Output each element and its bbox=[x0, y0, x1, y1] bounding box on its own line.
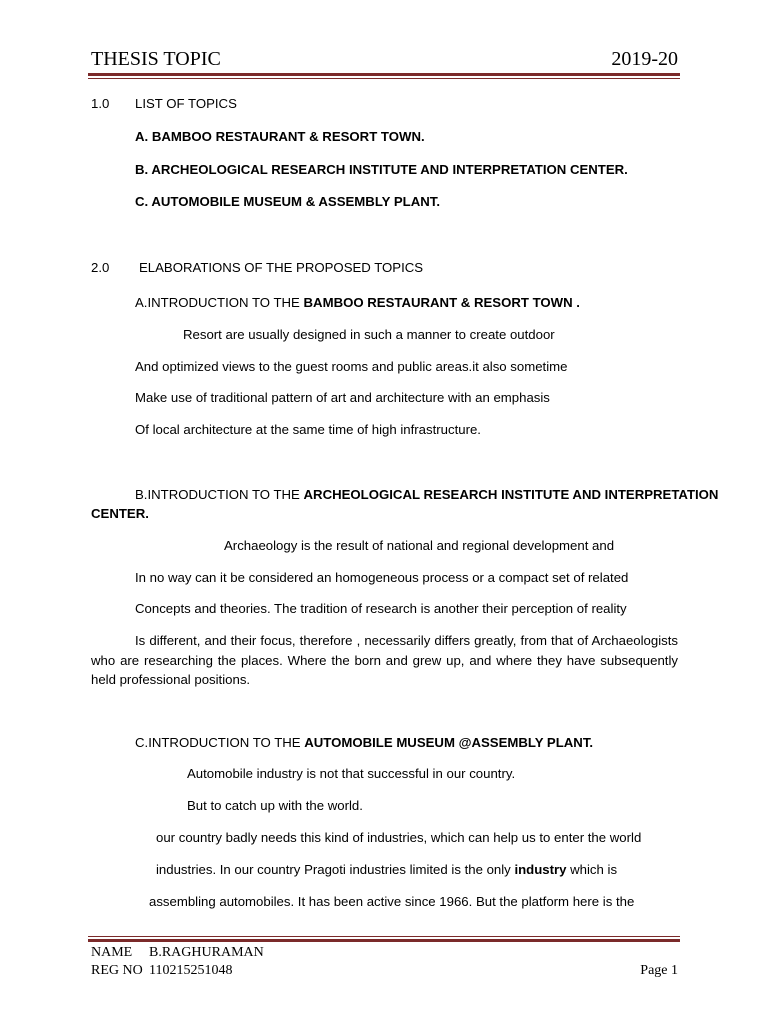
header-rule-thin bbox=[88, 78, 680, 79]
page-number: Page 1 bbox=[640, 963, 678, 978]
header-rule-thick bbox=[88, 73, 680, 76]
footer-name-label: NAME bbox=[91, 945, 133, 960]
line-text: which is bbox=[566, 862, 618, 877]
body-line: assembling automobiles. It has been active since 1966. But the platform here is the bbox=[149, 894, 635, 909]
footer-rule-thin bbox=[88, 936, 680, 937]
body-line: Make use of traditional pattern of art and architecture with an emphasis bbox=[135, 390, 550, 405]
intro-subject: AUTOMOBILE MUSEUM @ASSEMBLY PLANT. bbox=[304, 735, 594, 750]
section-title: ELABORATIONS OF THE PROPOSED TOPICS bbox=[139, 260, 424, 275]
topic-item: B. ARCHEOLOGICAL RESEARCH INSTITUTE AND INTERPRETATION CENTER. bbox=[135, 162, 628, 177]
intro-heading bbox=[135, 487, 718, 502]
section-number: 2.0 bbox=[91, 260, 110, 275]
intro-heading bbox=[135, 735, 593, 750]
body-line: And optimized views to the guest rooms and public areas.it also sometime bbox=[135, 359, 568, 374]
line-text: industries. In our country Pragoti industries limited is the only bbox=[156, 862, 515, 877]
page-header-year: 2019-20 bbox=[611, 48, 678, 70]
intro-prefix: C.INTRODUCTION TO THE bbox=[135, 735, 305, 750]
body-line: Of local architecture at the same time of high infrastructure. bbox=[135, 422, 481, 437]
body-line: our country badly needs this kind of industries, which can help us to enter the world bbox=[156, 830, 642, 845]
body-line: But to catch up with the world. bbox=[187, 798, 363, 813]
footer-reg-value: 110215251048 bbox=[149, 963, 233, 978]
body-paragraph: Is different, and their focus, therefore , necessarily differs greatly, from that of Archaeologists who are researching the places. Where the born and grew up, and where they have subsequently held professional positions. bbox=[91, 633, 678, 687]
intro-subject: BAMBOO RESTAURANT & RESORT TOWN . bbox=[303, 295, 580, 310]
body-line: Concepts and theories. The tradition of research is another their perception of reality bbox=[135, 601, 627, 616]
body-line: In no way can it be considered an homogeneous process or a compact set of related bbox=[135, 570, 629, 585]
body-line bbox=[156, 862, 617, 877]
section-number: 1.0 bbox=[91, 96, 110, 111]
footer-rule-thick bbox=[88, 939, 680, 942]
intro-prefix: B.INTRODUCTION TO THE bbox=[135, 487, 304, 502]
topic-item: A. BAMBOO RESTAURANT & RESORT TOWN. bbox=[135, 129, 425, 144]
intro-subject-continued: CENTER. bbox=[91, 506, 149, 521]
intro-heading bbox=[135, 295, 580, 310]
footer-reg-label: REG NO bbox=[91, 963, 143, 978]
section-title: LIST OF TOPICS bbox=[135, 96, 237, 111]
intro-prefix: A.INTRODUCTION TO THE bbox=[135, 295, 304, 310]
line-bold-word: industry bbox=[514, 862, 567, 877]
intro-subject: ARCHEOLOGICAL RESEARCH INSTITUTE AND INTERPRETATION bbox=[303, 487, 719, 502]
body-line: Automobile industry is not that successful in our country. bbox=[187, 766, 516, 781]
page-header-title: THESIS TOPIC bbox=[91, 48, 221, 70]
topic-item: C. AUTOMOBILE MUSEUM & ASSEMBLY PLANT. bbox=[135, 194, 441, 209]
body-line: Archaeology is the result of national and regional development and bbox=[224, 538, 615, 553]
footer-name-value: B.RAGHURAMAN bbox=[149, 945, 264, 960]
body-line: Resort are usually designed in such a manner to create outdoor bbox=[183, 327, 555, 342]
